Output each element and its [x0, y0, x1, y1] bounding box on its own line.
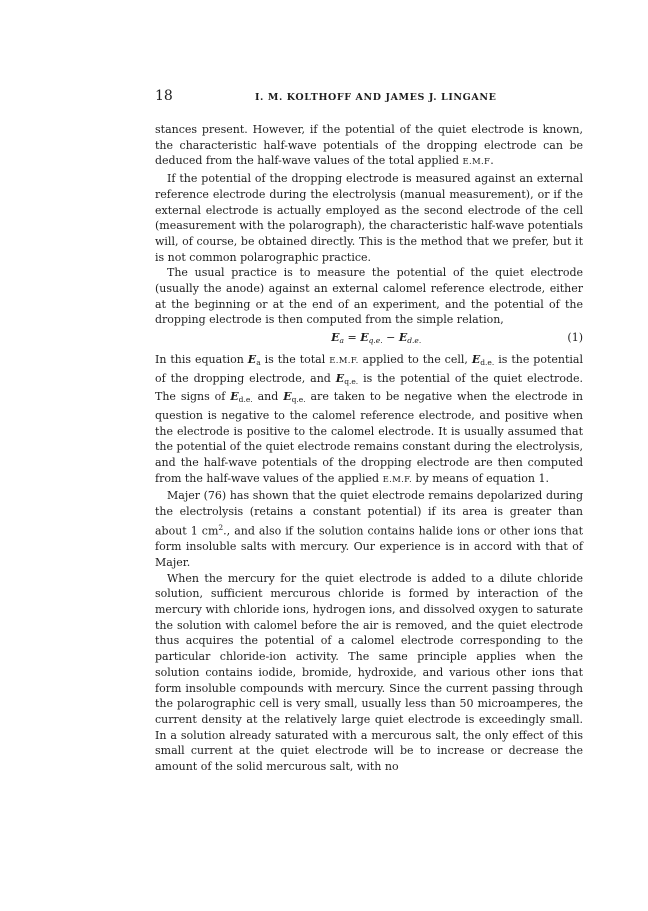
equation-body: $E_a = E_{q.e.} - E_{d.e.}$: [331, 331, 422, 346]
body-text: [155, 122, 583, 775]
page-number: 18: [155, 88, 173, 104]
paragraph-4: In this equation $E_a$ is the total E.M.F. applied to the cell, $E_{d.e.}$ is the potential of the dropping electrode, and $E_{q.e.}$ is the potential of the quiet electrode. The signs of $E_{d.e.}$ and $E_{q.e.}$ are taken to be negative when the electrode in question is negative to the calomel reference electrode, and positive when the electrode is positive to the calomel electrode. It is usually assumed that the potential of the quiet electrode remains constant during the electrolysis, and the half-wave potentials of the dropping electrode are then computed from the half-wave values of the applied E.M.F. by means of equation 1.: [155, 352, 583, 485]
equation-1: [155, 330, 583, 349]
journal-page: [155, 88, 583, 775]
paragraph-2: If the potential of the dropping electrode is measured against an external reference electrode during the electrolysis (manual measurement), or if the external electrode is actually employed as the second electrode of the cell (measurement with the polarograph), the characteristic half-wave potentials will, of course, be obtained directly. This is the method that we prefer, but it is not common polarographic practice.: [155, 172, 583, 264]
paragraph-5: Majer (76) has shown that the quiet electrode remains depolarized during the electrolysis (retains a constant potential) if its area is greater than about 1 $cm^2$., and also if the solution contains halide ions or other ions that form insoluble salts with mercury. Our experience is in accord with that of Majer.: [155, 489, 583, 569]
paragraph-3: The usual practice is to measure the potential of the quiet electrode (usually the anode) against an external calomel reference electrode, either at the beginning or at the end of an experiment, and the potential of the dropping electrode is then computed from the simple relation,: [155, 266, 583, 327]
running-title: I. M. KOLTHOFF AND JAMES J. LINGANE: [255, 92, 497, 103]
equation-number: (1): [567, 331, 583, 345]
paragraph-1: stances present. However, if the potential of the quiet electrode is known, the characteristic half-wave potentials of the dropping electrode can be deduced from the half-wave values of the total applied E.M.F.: [155, 123, 583, 168]
paragraph-6: When the mercury for the quiet electrode is added to a dilute chloride solution, sufficient mercurous chloride is formed by interaction of the mercury with chloride ions, hydrogen ions, and dissolved oxygen to saturate the solution with calomel before the air is removed, and the quiet electrode thus acquires the potential of a calomel electrode corresponding to the particular chloride-ion activity. The same principle applies when the solution contains iodide, bromide, hydroxide, and various other ions that form insoluble compounds with mercury. Since the current passing through the polarographic cell is very small, usually less than 50 microamperes, the current density at the relatively large quiet electrode is exceedingly small. In a solution already saturated with a mercurous salt, the only effect of this small current at the quiet electrode will be to increase or decrease the amount of the solid mercurous salt, with no: [155, 571, 583, 774]
page-header: [155, 88, 583, 110]
